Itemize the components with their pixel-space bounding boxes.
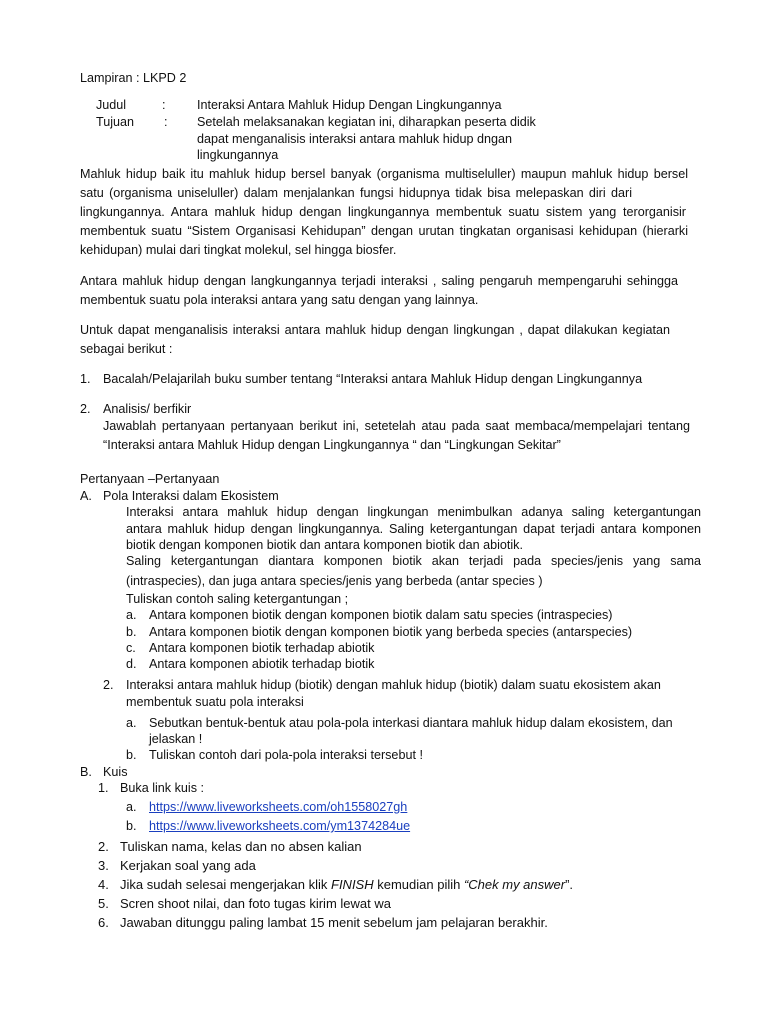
list-item: Tuliskan contoh dari pola-pola interaksi tersebut ! (149, 748, 423, 762)
quiz-step-5-number: 5. (98, 896, 109, 911)
intro-p1-line: kehidupan) mulai dari tingkat molekul, sel hingga biosfer. (80, 243, 397, 257)
step-1-number: 1. (80, 372, 91, 386)
section-a-paragraph-line: Interaksi antara mahluk hidup dengan lingkungan menimbulkan adanya saling ketergantungan (126, 505, 701, 519)
list-marker: a. (126, 800, 137, 814)
quiz-step-1-text: Buka link kuis : (120, 781, 204, 795)
quiz-step-2-number: 2. (98, 839, 109, 854)
list-marker: d. (126, 657, 137, 671)
quiz-step-4-end: ”. (565, 877, 574, 892)
list-item: Antara komponen biotik terhadap abiotik (149, 641, 375, 655)
tujuan-label: Tujuan (96, 115, 135, 129)
intro-p3-line: sebagai berikut : (80, 342, 173, 356)
list-marker: a. (126, 716, 137, 730)
chek-my-answer-label: “Chek my answer (463, 877, 566, 892)
section-b-letter: B. (80, 765, 92, 779)
section-a-paragraph-line: antara mahluk hidup dengan lingkungannya. Saling ketergantungan dapat terjadi antara komponen (126, 522, 701, 536)
section-a2-line-2: membentuk suatu pola interaksi (126, 695, 304, 709)
quiz-step-5-text: Scren shoot nilai, dan foto tugas kirim lewat wa (120, 896, 391, 911)
lampiran-heading: Lampiran : LKPD 2 (80, 71, 187, 85)
step-2-title: Analisis/ berfikir (103, 402, 192, 416)
intro-p3-line: Untuk dapat menganalisis interaksi antara mahluk hidup dengan lingkungan , dapat dilakukan kegiatan (80, 323, 670, 337)
quiz-step-4-text (120, 876, 573, 893)
section-b-title: Kuis (103, 765, 128, 779)
judul-colon: : (162, 98, 166, 112)
tujuan-value-line-1: Setelah melaksanakan kegiatan ini, diharapkan peserta didik (197, 115, 536, 129)
section-a2-line-1: Interaksi antara mahluk hidup (biotik) dengan mahluk hidup (biotik) dalam suatu ekosistem akan (126, 678, 661, 692)
list-item: Antara komponen biotik dengan komponen biotik yang berbeda species (antarspecies) (149, 625, 633, 639)
intro-p2-line: Antara mahluk hidup dengan langkungannya terjadi interaksi , saling pengaruh mempengaruhi sehingga (80, 274, 678, 288)
quiz-link-b[interactable]: https://www.liveworksheets.com/ym1374284ue (149, 819, 411, 833)
list-item: Antara komponen abiotik terhadap biotik (149, 657, 375, 671)
quiz-link-a[interactable]: https://www.liveworksheets.com/oh1558027gh (149, 800, 408, 814)
intro-p1-line: membentuk suatu “Sistem Organisasi Kehidupan” dengan urutan tingkatan organisasi kehidupan (hierarki (80, 224, 688, 238)
quiz-step-4-number: 4. (98, 877, 109, 892)
intro-p1-line: satu (organisma uniseluller) dalam menjalankan fungsi hidupnya tidak bisa melepaskan diri dari (80, 186, 632, 200)
list-item: Antara komponen biotik dengan komponen biotik dalam satu species (intraspecies) (149, 608, 613, 622)
tujuan-value-line-2: dapat menganalisis interaksi antara mahluk hidup dngan (197, 132, 513, 146)
step-1-text: Bacalah/Pelajarilah buku sumber tentang “Interaksi antara Mahluk Hidup dengan Lingkungannya (103, 372, 643, 386)
finish-label: FINISH (331, 877, 374, 892)
section-a-paragraph2-line: (intraspecies), dan juga antara species/jenis yang berbeda (antar species ) (126, 574, 543, 588)
section-a2-number: 2. (103, 678, 114, 692)
intro-p1-line: Mahluk hidup baik itu mahluk hidup bersel banyak (organisma multiseluller) maupun mahluk hidup bersel (80, 167, 688, 181)
list-marker: b. (126, 625, 137, 639)
list-item-continuation: jelaskan ! (149, 732, 203, 746)
tujuan-value-line-3: lingkungannya (197, 148, 279, 162)
quiz-step-2-text: Tuliskan nama, kelas dan no absen kalian (120, 839, 362, 854)
section-a-paragraph-line: biotik dengan komponen biotik dan antara komponen biotik dan abiotik. (126, 538, 523, 552)
list-marker: c. (126, 641, 136, 655)
quiz-step-4-mid: kemudian pilih (373, 877, 464, 892)
section-a-title: Pola Interaksi dalam Ekosistem (103, 489, 279, 503)
tujuan-colon: : (164, 115, 168, 129)
intro-p1-line: lingkungannya. Antara mahluk hidup dengan lingkungannya membentuk suatu sistem yang terorganisir (80, 205, 686, 219)
quiz-step-6-text: Jawaban ditunggu paling lambat 15 menit sebelum jam pelajaran berakhir. (120, 915, 548, 930)
quiz-step-3-number: 3. (98, 858, 109, 873)
judul-label: Judul (96, 98, 127, 112)
list-marker: b. (126, 748, 137, 762)
section-a-instruction: Tuliskan contoh saling ketergantungan ; (126, 592, 349, 606)
section-a-paragraph2-line: Saling ketergantungan diantara komponen biotik akan terjadi pada species/jenis yang sama (126, 554, 701, 568)
questions-heading: Pertanyaan –Pertanyaan (80, 472, 220, 486)
quiz-step-3-text: Kerjakan soal yang ada (120, 858, 256, 873)
quiz-step-6-number: 6. (98, 915, 109, 930)
list-marker: b. (126, 819, 137, 833)
intro-p2-line: membentuk suatu pola interaksi antara yang satu dengan yang lainnya. (80, 293, 479, 307)
step-2-number: 2. (80, 402, 91, 416)
step-2-line-2: “Interaksi antara Mahluk Hidup dengan Lingkungannya “ dan “Lingkungan Sekitar” (103, 438, 561, 452)
quiz-step-4-pre: Jika sudah selesai mengerjakan klik (120, 877, 331, 892)
judul-value: Interaksi Antara Mahluk Hidup Dengan Lingkungannya (197, 98, 502, 112)
section-a-letter: A. (80, 489, 92, 503)
quiz-step-1-number: 1. (98, 781, 109, 795)
step-2-line-1: Jawablah pertanyaan pertanyaan berikut ini, setetelah atau pada saat membaca/mempelajari tentang (103, 419, 690, 433)
list-marker: a. (126, 608, 137, 622)
list-item: Sebutkan bentuk-bentuk atau pola-pola interkasi diantara mahluk hidup dalam ekosistem, dan (149, 716, 673, 730)
